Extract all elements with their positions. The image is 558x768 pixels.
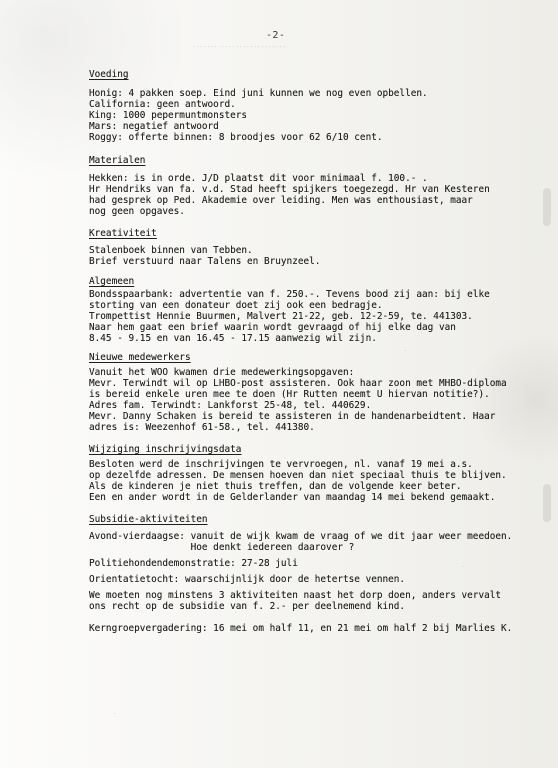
materialen-line: had gesprek op Ped. Akademie over leiding. Men was enthousiast, maar (89, 195, 473, 206)
algemeen-line: Naar hem gaat een brief waarin wordt gevraagd of hij elke dag van (89, 322, 456, 333)
materialen-line: Hr Hendriks van fa. v.d. Stad heeft spijkers toegezegd. Hr van Kesteren (89, 184, 490, 195)
wijziging-line: Besloten werd de inschrijvingen te vervroegen, nl. vanaf 19 mei a.s. (89, 459, 473, 470)
page-number: -2- (266, 30, 286, 41)
paper-speckle (462, 566, 463, 567)
wijziging-line: Als de kinderen je niet thuis treffen, dan de volgende keer beter. (89, 481, 462, 492)
paper-speckle (305, 141, 306, 142)
section-heading-kreativiteit: Kreativiteit (89, 228, 157, 239)
nieuwe-medewerkers-line: Mevr. Danny Schaken is bereid te assisteren in de handenarbeidtent. Haar (89, 411, 496, 422)
wijziging-line: op dezelfde adressen. De mensen hoeven dan niet speciaal thuis te blijven. (89, 470, 507, 481)
subsidie-line: Avond-vierdaagse: vanuit de wijk kwam de vraag of we dit jaar weer meedoen. (89, 531, 513, 542)
wijziging-line: Een en ander wordt in de Gelderlander van maandag 14 mei bekend gemaakt. (89, 492, 496, 503)
subsidie-line: Hoe denkt iedereen daarover ? (89, 542, 355, 553)
punch-hole-mark (543, 484, 551, 522)
paper-speckle (126, 152, 127, 153)
algemeen-line: Bondsspaarbank: advertentie van f. 250.-. Tevens bood zij aan: bij elke (89, 289, 490, 300)
section-heading-wijziging-inschrijvingsdata: Wijziging inschrijvingsdata (89, 444, 242, 455)
nieuwe-medewerkers-line: Adres fam. Terwindt: Lankforst 25-48, tel. 440629. (89, 400, 372, 411)
materialen-line: nog geen opgaves. (89, 206, 185, 217)
paper-speckle (235, 612, 236, 613)
nieuwe-medewerkers-line: adres is: Weezenhof 61-58., tel. 441380. (89, 422, 315, 433)
kreativiteit-line: Stalenboek binnen van Tebben. (89, 245, 253, 256)
section-heading-subsidie-aktiviteiten: Subsidie-aktiviteiten (89, 514, 208, 525)
voeding-line: Mars: negatief antwoord (89, 121, 219, 132)
punch-hole-mark (543, 188, 551, 226)
section-heading-nieuwe-medewerkers: Nieuwe medewerkers (89, 352, 191, 363)
section-heading-materialen: Materialen (89, 155, 146, 166)
nieuwe-medewerkers-line: Vanuit het WOO kwamen drie medewerkingsopgaven: (89, 367, 355, 378)
voeding-line: Roggy: offerte binnen: 8 broodjes voor 62 6/10 cent. (89, 132, 383, 143)
paper-speckle (405, 350, 406, 351)
voeding-line: California: geen antwoord. (89, 99, 236, 110)
section-heading-voeding: Voeding (89, 69, 129, 80)
algemeen-line: Trompettist Hennie Buurmen, Malvert 21-22, geb. 12-2-59, te. 441303. (89, 311, 473, 322)
paper-speckle (114, 713, 115, 714)
algemeen-line: storting van een donateur doet zij ook een bedragje. (89, 300, 383, 311)
subsidie-line: We moeten nog minstens 3 aktiviteiten naast het dorp doen, anders vervalt (89, 590, 502, 601)
subsidie-line: Kerngroepvergadering: 16 mei om half 11, en 21 mei om half 2 bij Marlies K. (89, 623, 513, 634)
subsidie-line: Orientatietocht: waarschijnlijk door de hetertse vennen. (89, 574, 406, 585)
voeding-line: Honig: 4 pakken soep. Eind juni kunnen we nog even opbellen. (89, 88, 428, 99)
nieuwe-medewerkers-line: is bereid enkele uren mee te doen (Hr Rutten neemt U hiervan notitie?). (89, 389, 490, 400)
nieuwe-medewerkers-line: Mevr. Terwindt wil op LHBO-post assisteren. Ook haar zoon met MHBO-diploma (89, 378, 507, 389)
faint-header-text: .......................... (192, 42, 286, 48)
algemeen-line: 8.45 - 9.15 en van 16.45 - 17.15 aanwezig wil zijn. (89, 333, 377, 344)
kreativiteit-line: Brief verstuurd naar Talens en Bruynzeel. (89, 256, 321, 267)
section-heading-algemeen: Algemeen (89, 276, 135, 287)
subsidie-line: Politiehondendemonstratie: 27-28 juli (89, 558, 298, 569)
materialen-line: Hekken: is in orde. J/D plaatst dit voor minimaal f. 100.- . (89, 173, 428, 184)
voeding-line: King: 1000 pepermuntmonsters (89, 110, 248, 121)
subsidie-line: ons recht op de subsidie van f. 2.- per deelnemend kind. (89, 601, 406, 612)
